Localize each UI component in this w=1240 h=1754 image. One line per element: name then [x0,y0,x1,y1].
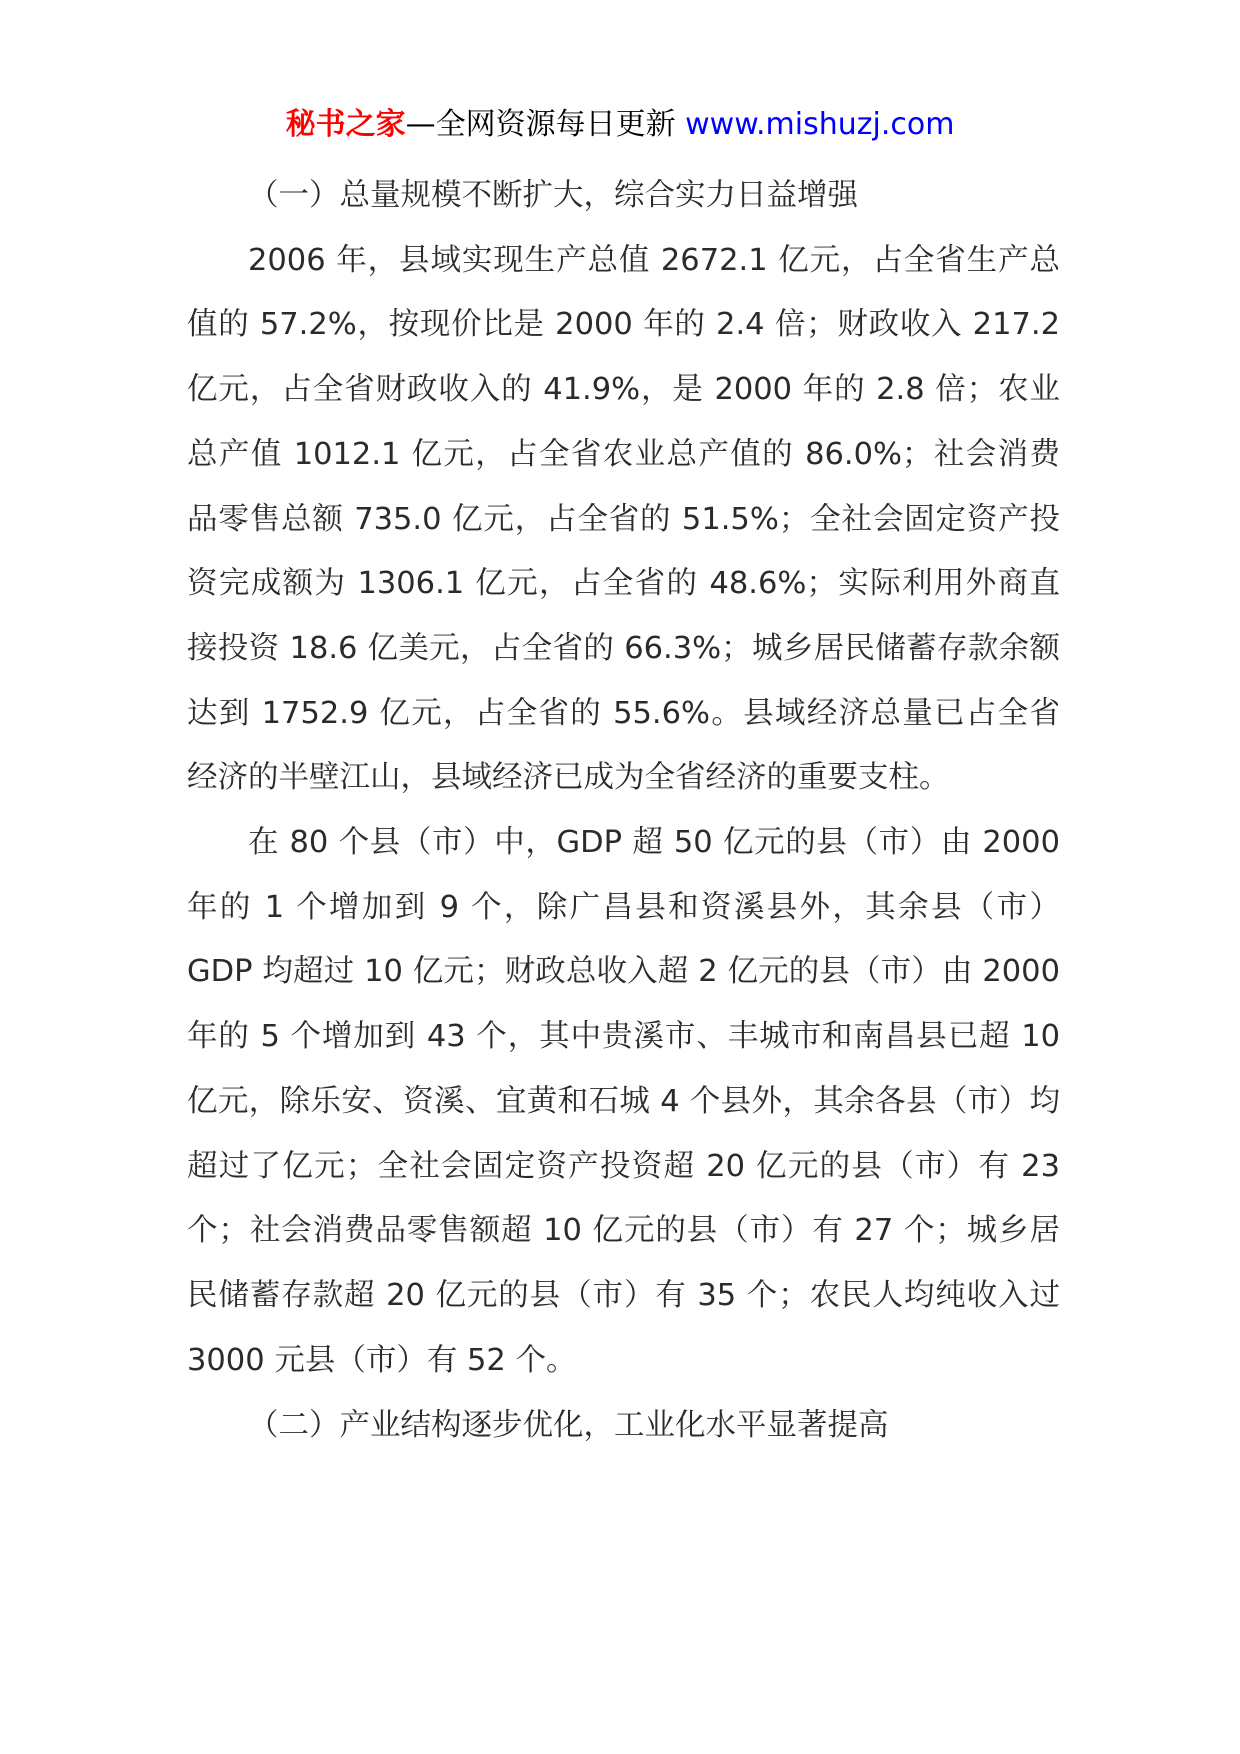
page-header [0,103,1240,147]
paragraph-2: 在 80 个县（市）中，GDP 超 50 亿元的县（市）由 2000 年的 1 个增加到 9 个，除广昌县和资溪县外，其余县（市）GDP 均超过 10 亿元；财政总收入超 2 亿元的县（市）由 2000 年的 5 个增加到 43 个，其中贵溪市、丰城市和南昌县已超 10 亿元，除乐安、资溪、宜黄和石城 4 个县外，其余各县（市）均超过了亿元；全社会固定资产投资超 20 亿元的县（市）有 23 个；社会消费品零售额超 10 亿元的县（市）有 27 个；城乡居民储蓄存款超 20 亿元的县（市）有 35 个；农民人均纯收入过 3000 元县（市）有 52 个。 [187,825,1060,1378]
paragraph-1: 2006 年，县域实现生产总值 2672.1 亿元，占全省生产总值的 57.2%，按现价比是 2000 年的 2.4 倍；财政收入 217.2 亿元，占全省财政收入的 41.9%，是 2000 年的 2.8 倍；农业总产值 1012.1 亿元，占全省农业总产值的 86.0%；社会消费品零售总额 735.0 亿元，占全省的 51.5%；全社会固定资产投资完成额为 1306.1 亿元，占全省的 48.6%；实际利用外商直接投资 18.6 亿美元，占全省的 66.3%；城乡居民储蓄存款余额达到 1752.9 亿元，占全省的 55.6%。县域经济总量已占全省经济的半壁江山，县域经济已成为全省经济的重要支柱。 [187,242,1060,796]
section-heading-2: （二）产业结构逐步优化，工业化水平显著提高 [248,1408,889,1444]
brand-name: 秘书之家 [285,107,406,142]
site-url-link[interactable]: www.mishuzj.com [685,107,955,142]
header-slogan: —全网资源每日更新 [405,107,686,142]
section-heading-1: （一）总量规模不断扩大，综合实力日益增强 [248,178,858,213]
document-body [187,164,1060,1459]
